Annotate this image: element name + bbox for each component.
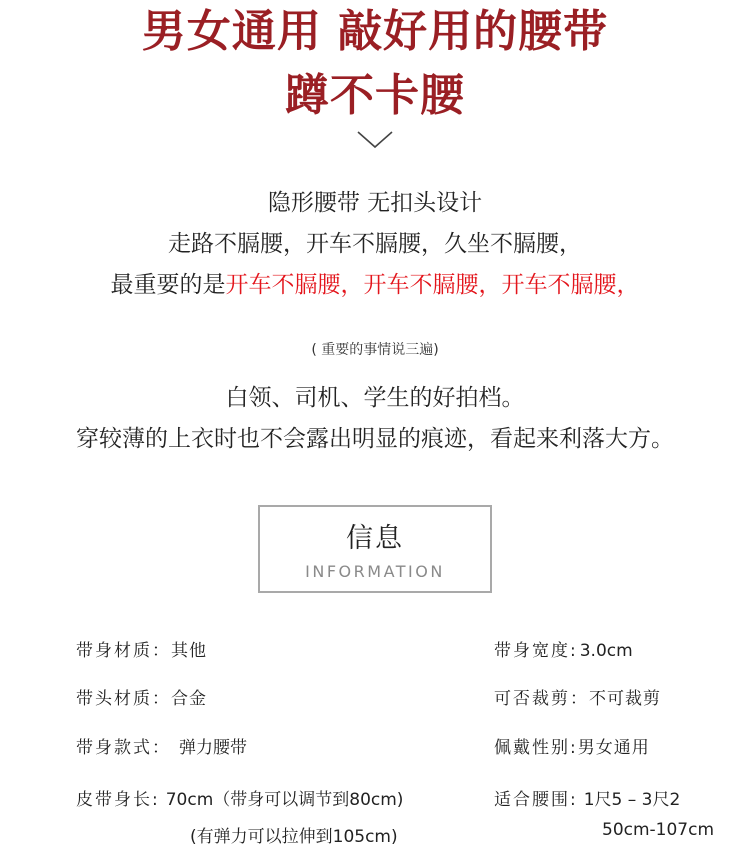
title-line-1: 男女通用 敲好用的腰带 (141, 6, 609, 57)
spec-width-label: 带身宽度: (494, 641, 578, 661)
spec-length-note: (有弹力可以拉伸到105cm) (190, 827, 398, 847)
description-line-4: 白领、司机、学生的好拍档。 (225, 385, 525, 411)
spec-waist-label: 适合腰围: (494, 790, 578, 810)
information-title: 信息 (346, 523, 404, 554)
spec-material-value: 其他 (171, 641, 207, 661)
spec-cut-value: 不可裁剪 (589, 689, 661, 709)
spec-gender-value: 男女通用 (577, 738, 650, 758)
spec-length-value: 70cm（带身可以调节到80cm) (165, 790, 404, 810)
spec-buckle-value: 合金 (171, 689, 207, 709)
spec-style-value: 弹力腰带 (179, 738, 247, 758)
spec-material (76, 643, 207, 660)
description-line-1: 隐形腰带 无扣头设计 (267, 190, 483, 216)
spec-width-value: 3.0cm (579, 641, 633, 661)
spec-length (76, 792, 403, 809)
spec-width (494, 643, 633, 660)
spec-length-label: 皮带身长: (76, 790, 160, 810)
description-line-5: 穿较薄的上衣时也不会露出明显的痕迹，看起来利落大方。 (76, 426, 674, 452)
spec-cut (494, 691, 661, 708)
spec-waist (494, 792, 680, 809)
spec-waist-value: 1尺5 – 3尺2 (583, 790, 681, 810)
description-emphasis: 开车不膈腰，开车不膈腰，开车不膈腰， (225, 272, 640, 298)
spec-style (76, 740, 247, 757)
description-line-2: 走路不膈腰，开车不膈腰，久坐不膈腰， (168, 231, 582, 257)
spec-gender-label: 佩戴性别: (494, 738, 578, 758)
repeat-note: ( 重要的事情说三遍) (311, 342, 439, 358)
information-box (258, 505, 492, 593)
spec-buckle-label: 带头材质： (76, 689, 171, 709)
spec-cut-label: 可否裁剪： (494, 689, 589, 709)
description-line-3 (0, 274, 750, 297)
description-line-3-prefix: 最重要的是 (110, 272, 226, 298)
spec-material-label: 带身材质： (76, 641, 171, 661)
chevron-down-icon (357, 130, 393, 150)
spec-buckle (76, 691, 207, 708)
title-line-2: 蹲不卡腰 (285, 70, 465, 121)
spec-waist-note: 50cm-107cm (602, 820, 715, 840)
spec-style-label: 带身款式： (76, 738, 171, 758)
spec-gender (494, 740, 650, 757)
information-subtitle: INFORMATION (305, 562, 445, 581)
